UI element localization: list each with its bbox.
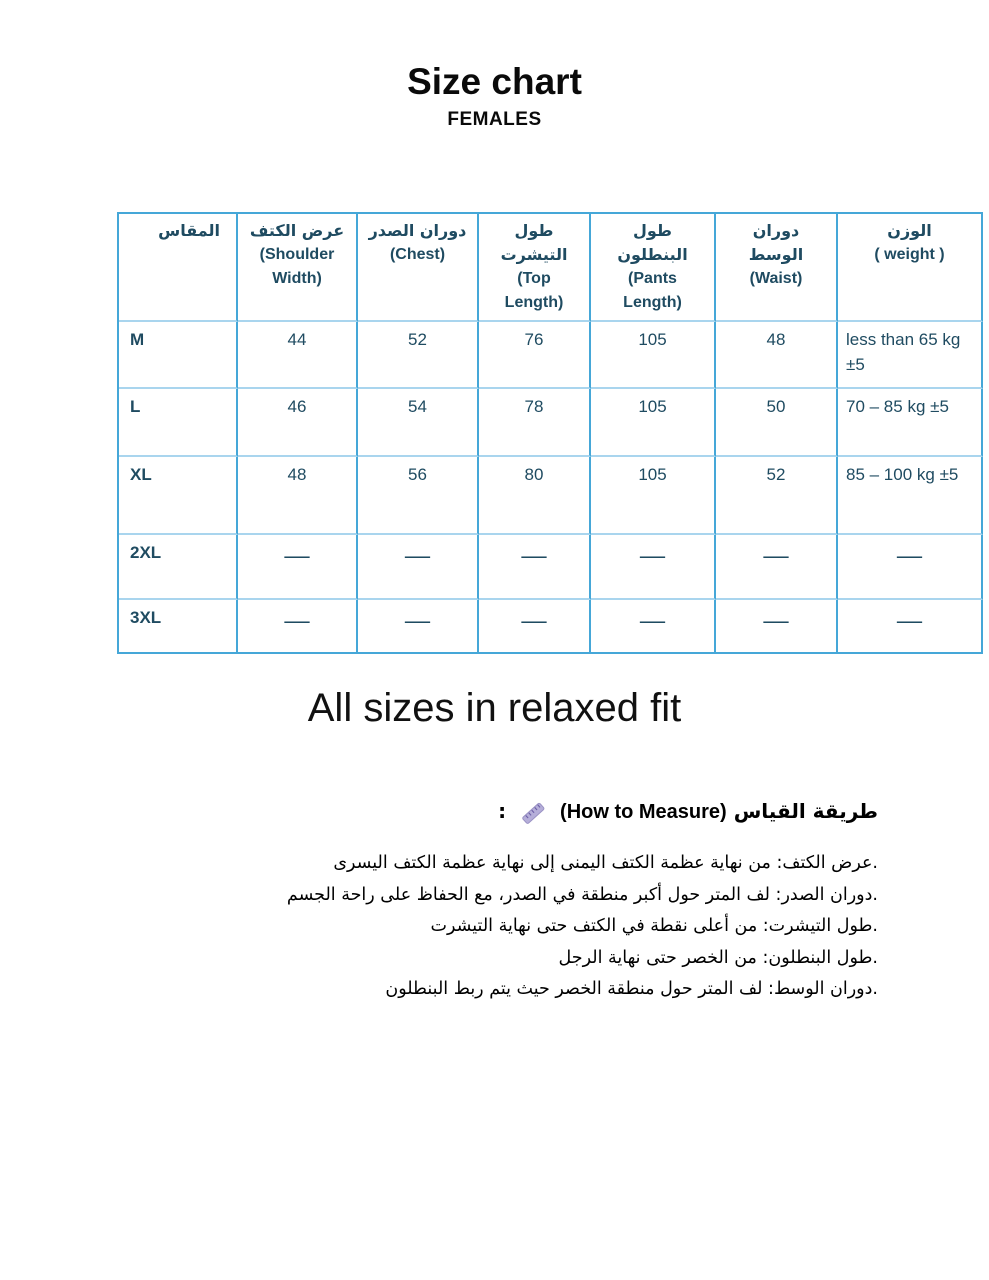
pants-length-value: 105 [591,389,716,457]
header-row [119,214,983,322]
top-length-value: 78 [479,389,591,457]
size-label: M [119,322,238,389]
column-header-waist-en: (Waist) [749,270,803,287]
size-label: 3XL [119,600,238,654]
top-length-value: 80 [479,457,591,535]
weight-value: ـــــ [838,600,983,654]
column-header-chest [358,214,479,322]
column-header-weight [838,214,983,322]
shoulder-value: 44 [238,322,358,389]
weight-value: ـــــ [838,535,983,600]
size-label: XL [119,457,238,535]
table-row-l [119,389,983,457]
weight-value: 70 – 85 kg ±5 [838,389,983,457]
page-subtitle: FEMALES [447,109,542,130]
pants-length-value: ـــــ [591,600,716,654]
shoulder-value: ـــــ [238,600,358,654]
column-header-top-length-en: (Top Length) [504,270,564,311]
measure-instruction-top-length: .طول التيشرت: من أعلى نقطة في الكتف حتى نهاية التيشرت [430,916,878,936]
measure-instruction-waist: .دوران الوسط: لف المتر حول منطقة الخصر حيث يتم ربط البنطلون [385,979,878,999]
column-header-waist-ar: دوران الوسط [748,221,804,264]
waist-value: 52 [716,457,838,535]
column-header-chest-ar: دوران الصدر [368,221,467,240]
column-header-weight-ar: الوزن [887,221,932,240]
waist-value: ـــــ [716,535,838,600]
measure-instruction-shoulder: .عرض الكتف: من نهاية عظمة الكتف اليمنى إلى نهاية عظمة الكتف اليسرى [333,853,878,873]
chest-value: ـــــ [358,600,479,654]
how-to-measure-heading-colon: : [498,799,507,823]
table-row-m [119,322,983,389]
table-row-3xl [119,600,983,654]
chest-value: 56 [358,457,479,535]
column-header-shoulder-ar: عرض الكتف [249,221,345,240]
column-header-shoulder [238,214,358,322]
relaxed-fit-note: All sizes in relaxed fit [307,686,682,730]
column-header-top-length-ar: طول التيشرت [500,221,568,264]
how-to-measure-heading-ar: طريقة القياس [733,799,878,823]
table-row-2xl [119,535,983,600]
how-to-measure-section [0,796,989,1006]
column-header-size [119,214,238,322]
shoulder-value: 46 [238,389,358,457]
waist-value: 50 [716,389,838,457]
size-label: L [119,389,238,457]
pants-length-value: ـــــ [591,535,716,600]
size-table [117,212,983,654]
ruler-icon [520,801,546,825]
top-length-value: ـــــ [479,600,591,654]
pants-length-value: 105 [591,457,716,535]
waist-value: 48 [716,322,838,389]
weight-value: 85 – 100 kg ±5 [838,457,983,535]
column-header-size-ar: المقاس [158,221,220,240]
chest-value: 52 [358,322,479,389]
column-header-pants-length-en: (Pants Length) [623,270,682,311]
pants-length-value: 105 [591,322,716,389]
top-length-value: ـــــ [479,535,591,600]
measure-instruction-chest: .دوران الصدر: لف المتر حول أكبر منطقة في الصدر، مع الحفاظ على راحة الجسم [286,884,878,905]
size-label: 2XL [119,535,238,600]
page-title: Size chart [407,61,582,102]
column-header-weight-en: ( weight ) [874,246,945,263]
column-header-waist [716,214,838,322]
column-header-top-length [479,214,591,322]
table-row-xl [119,457,983,535]
top-length-value: 76 [479,322,591,389]
shoulder-value: ـــــ [238,535,358,600]
column-header-shoulder-en: (Shoulder Width) [259,246,335,287]
how-to-measure-heading-en: (How to Measure) [560,801,727,823]
shoulder-value: 48 [238,457,358,535]
weight-value: less than 65 kg ±5 [838,322,983,389]
how-to-measure-heading [60,796,878,827]
waist-value: ـــــ [716,600,838,654]
chest-value: 54 [358,389,479,457]
column-header-pants-length-ar: طول البنطلون [617,221,688,264]
column-header-pants-length [591,214,716,322]
chest-value: ـــــ [358,535,479,600]
column-header-chest-en: (Chest) [389,246,446,263]
measure-instruction-pants-length: .طول البنطلون: من الخصر حتى نهاية الرجل [558,947,878,968]
